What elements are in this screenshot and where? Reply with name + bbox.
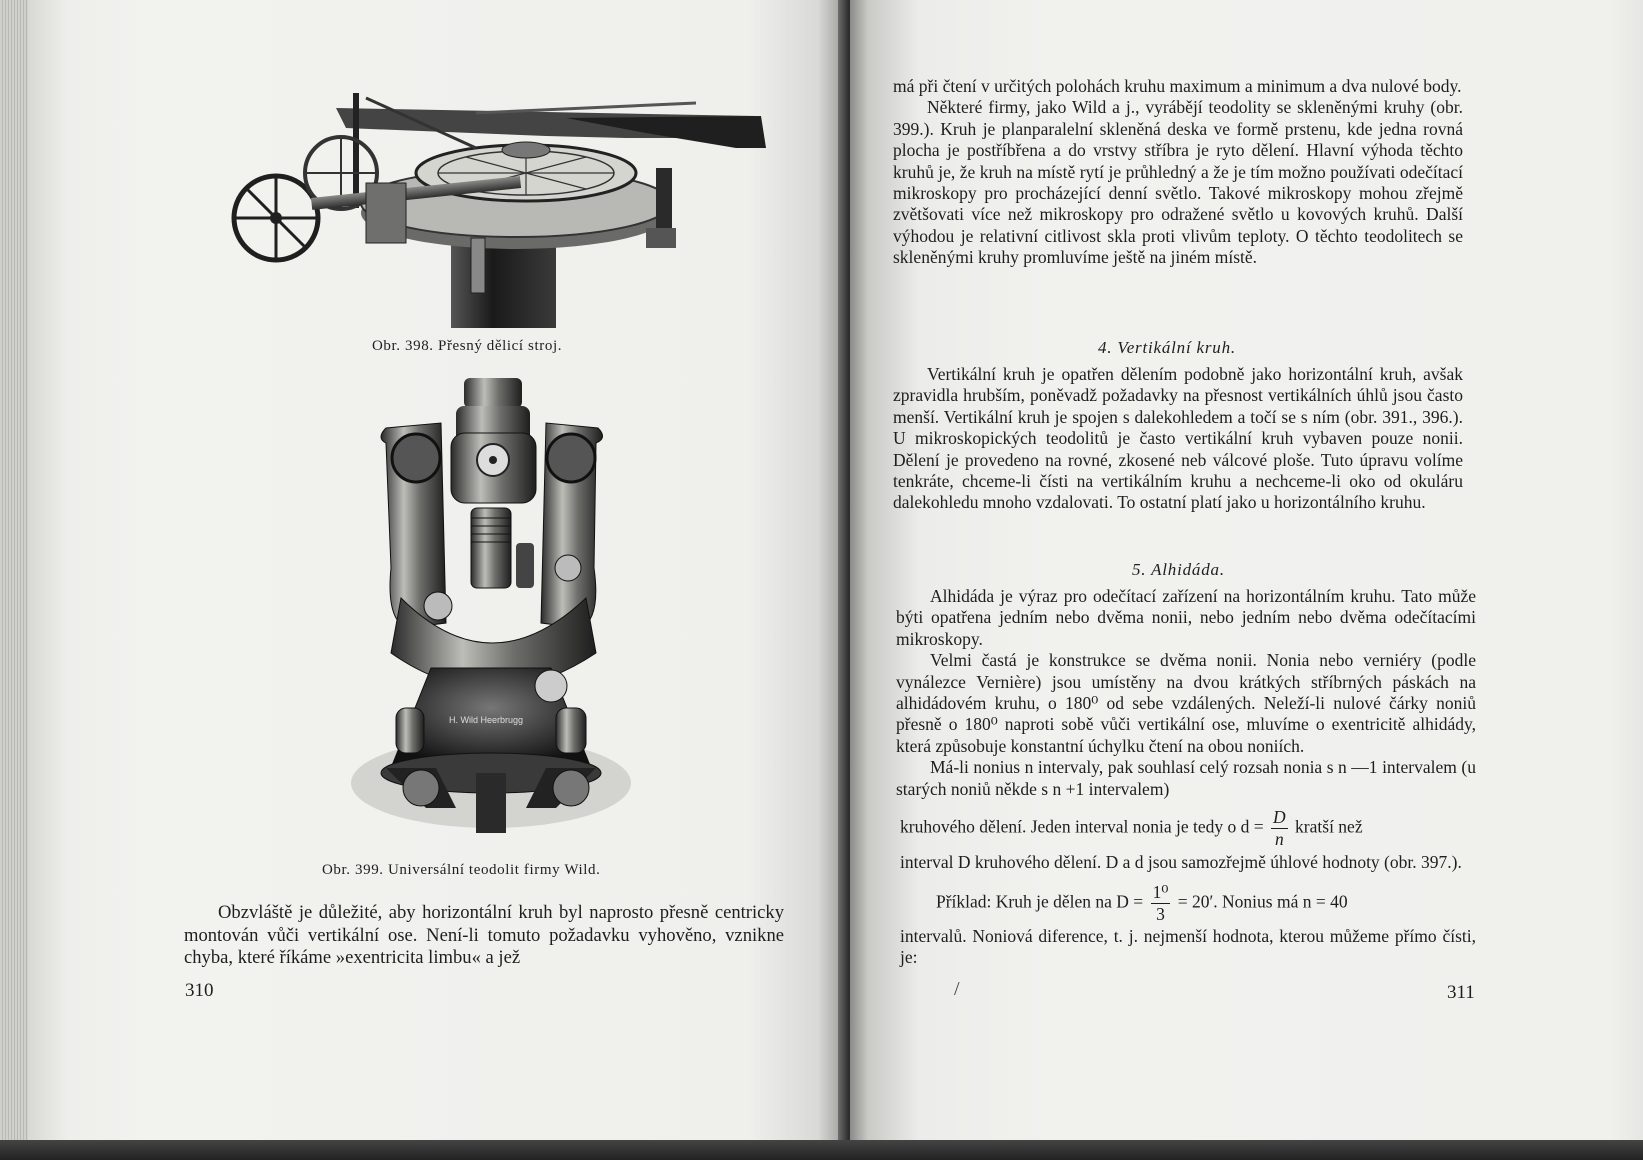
- figure-398-dividing-machine: [216, 78, 776, 328]
- right-page-top-text: [893, 76, 1463, 269]
- bottom-shadow: [0, 1140, 1643, 1160]
- fraction-D-over-n: [1271, 807, 1288, 850]
- fraction-degree-over-3: [1151, 882, 1171, 925]
- example-fraction-denominator: 3: [1156, 904, 1165, 924]
- formula-text-before: kruhového dělení. Jeden interval nonia je tedy o d =: [900, 816, 1264, 837]
- section-4-text: [893, 364, 1463, 514]
- example-text-before: Příklad: Kruh je dělen na D =: [936, 891, 1144, 912]
- paragraph-nonius-intervals: Má-li nonius n intervaly, pak souhlasí celý rozsah nonia s n —1 intervalem (u starých noniů někde s n +1 intervalem): [896, 757, 1476, 799]
- right-page: [850, 0, 1643, 1142]
- figure-398-caption: Obr. 398. Přesný dělicí stroj.: [372, 338, 563, 354]
- example-fraction-numerator: 1⁰: [1152, 882, 1169, 902]
- paragraph-glass-circles: Některé firmy, jako Wild a j., vyrábějí teodolity se skleněnými kruhy (obr. 399.). Kruh je planparalelní skleněná deska ve formě prstenu, kde jedna rovná plocha je postříbřena a do vrstvy stříbra je ryto dělení. Hlavní výhoda těchto kruhů je, že kruh na místě rytí je průhledný a že je tím možno používati odečítací mikroskopy pro procházející denní světlo. Takové mikroskopy mohou zřejmě zvětšovati více než mikroskopy pro odražené světlo u kovových kruhů. Další výhodou je relativní citlivost skla proti vlivům teploty. O těchto teodolitech se skleněnými kruhy promluvíme ještě na jiném místě.: [893, 97, 1463, 268]
- section-5-text: [896, 586, 1476, 800]
- fraction-numerator: D: [1273, 807, 1286, 827]
- dividing-machine-illustration: [216, 78, 776, 328]
- stray-pencil-mark: /: [954, 978, 960, 1000]
- paragraph-exentricita: Obzvláště je důležité, aby horizontální kruh byl naprosto přesně centricky montován vůči vertikální ose. Není-li tomuto požadavku vyhověno, vznikne chyba, které říkáme »exentricita limbu« a jež: [184, 902, 784, 968]
- paragraph-interval-D: interval D kruhového dělení. D a d jsou samozřejmě úhlové hodnoty (obr. 397.).: [900, 852, 1462, 872]
- instrument-engraving: H. Wild Heerbrugg: [448, 715, 524, 725]
- left-page: [28, 0, 844, 1142]
- paragraph-continued: má při čtení v určitých polohách kruhu maximum a minimum a dva nulové body.: [893, 76, 1462, 96]
- fraction-denominator: n: [1274, 829, 1284, 849]
- formula-line-d: [900, 807, 1363, 850]
- theodolite-illustration: [346, 368, 636, 846]
- paragraph-noniova-diference: intervalů. Noniová diference, t. j. nejmenší hodnota, kterou můžeme přímo čísti, je:: [900, 926, 1476, 968]
- left-page-paragraph: [184, 902, 784, 970]
- section-heading-4: 4. Vertikální kruh.: [1098, 338, 1236, 357]
- page-number-right: 311: [1447, 982, 1475, 1003]
- formula-text-after: kratší než: [1295, 816, 1363, 837]
- example-text-after: = 20′. Nonius má n = 40: [1177, 891, 1348, 912]
- figure-399-caption: Obr. 399. Universální teodolit firmy Wild.: [322, 862, 601, 878]
- nonius-continued: [900, 852, 1476, 873]
- paragraph-alhidada: Alhidáda je výraz pro odečítací zařízení na horizontálním kruhu. Tato může býti opatřena jedním nebo dvěma nonii, nebo jedním nebo dvěma odečítacími mikroskopy.: [896, 586, 1476, 649]
- paragraph-nonia: Velmi častá je konstrukce se dvěma nonii. Nonia nebo verniéry (podle vynálezce Vernière) jsou umístěny na dvou krátkých stříbrných páskách na alhidádovém kruhu, o 180⁰ od sebe vzdálených. Neleží-li nulové čárky noniů přesně o 180⁰ naproti sobě vůči vertikální ose, mluvíme o exentricitě alhidády, která způsobuje konstantní úchylku čtení na obou noniích.: [896, 650, 1476, 756]
- paragraph-vertical-circle: Vertikální kruh je opatřen dělením podobně jako horizontální kruh, avšak zpravidla hrubším, poněvadž požadavky na přesnost vertikálních úhlů jsou často menší. Vertikální kruh je spojen s dalekohledem a točí se s ním (obr. 391., 396.). U mikroskopických teodolitů je často vertikální kruh vybaven pouze nonii. Dělení je provedeno na rovné, zkosené neb válcové ploše. Tuto úpravu volíme tenkráte, chceme-li čísti na vertikálním kruhu a nechceme-li oko od okuláru dalekohledu mnoho vzdalovati. To ostatní platí jako u horizontálního kruhu.: [893, 364, 1463, 513]
- figure-399-theodolite: [346, 368, 636, 846]
- example-line: [936, 882, 1348, 925]
- final-text: [900, 926, 1476, 969]
- page-number-left: 310: [185, 980, 214, 1001]
- section-heading-5: 5. Alhidáda.: [1132, 560, 1225, 579]
